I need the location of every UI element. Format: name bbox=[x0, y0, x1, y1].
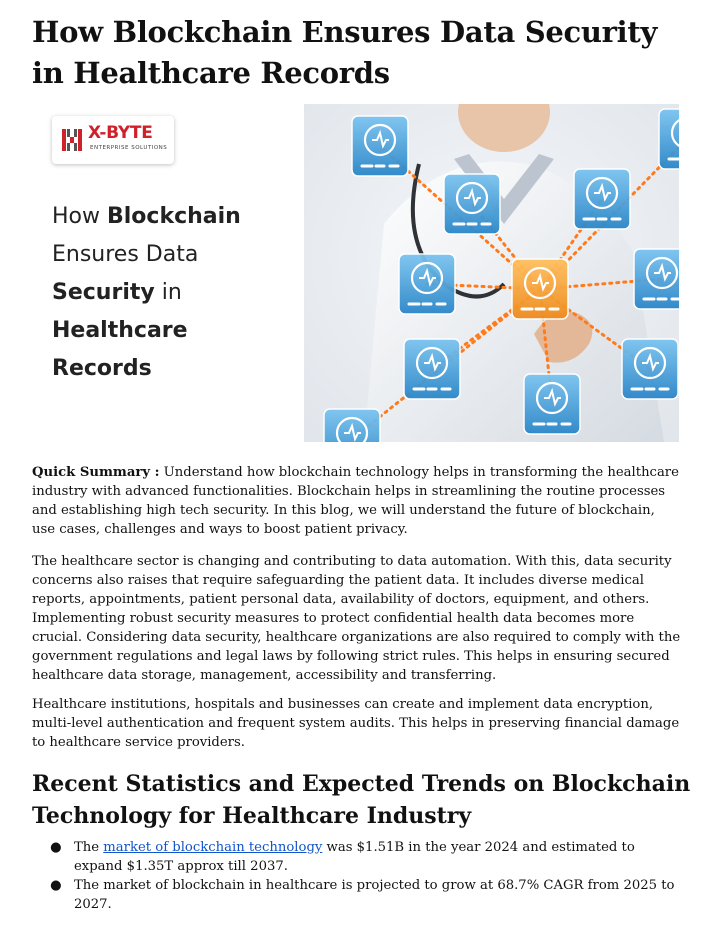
hero-headline-line bbox=[52, 350, 312, 388]
bullet-text-before: The bbox=[74, 840, 104, 855]
statistics-list bbox=[32, 838, 682, 914]
heart-monitor-icon bbox=[444, 174, 500, 234]
quick-summary bbox=[32, 463, 682, 539]
quick-summary-text: Understand how blockchain technology helps in transforming the healthcare industry with advanced functionalities. Blockchain helps in streamlining the routine processes and establishing high tech security. In this blog, we will understand the future of blockchain, use cases, challenges and ways to boost patient privacy. bbox=[32, 465, 679, 537]
bullet-dot-icon: ● bbox=[50, 840, 62, 855]
hospital-icon bbox=[324, 409, 380, 442]
network-graphic bbox=[304, 104, 679, 442]
hero-headline-run: Blockchain bbox=[107, 204, 241, 229]
list-item bbox=[32, 838, 682, 876]
market-of-blockchain-link[interactable]: market of blockchain technology bbox=[103, 840, 323, 855]
hero-headline bbox=[52, 198, 312, 388]
hero-headline-run: in bbox=[154, 280, 182, 305]
medical-bag-icon bbox=[399, 254, 455, 314]
company-logo bbox=[52, 116, 174, 164]
hero-headline-line bbox=[52, 312, 312, 350]
paragraph-healthcare-institutions: Healthcare institutions, hospitals and businesses can create and implement data encryption, multi-level authentication and frequent system audits. This helps in preserving financial damage to healthcare service providers. bbox=[32, 697, 680, 750]
tooth-icon bbox=[622, 339, 678, 399]
pill-bottle-icon bbox=[634, 249, 679, 309]
hero-headline-run: Healthcare bbox=[52, 318, 188, 343]
hero-headline-line bbox=[52, 198, 312, 236]
paragraph-healthcare-sector: The healthcare sector is changing and contributing to data automation. With this, data security concerns also raises that require safeguarding the patient data. It includes diverse medical reports, appointments, patient personal data, availability of doctors, equipment, and others. Implementing robust security measures to protect confidential health data becomes more crucial. Considering data security, healthcare organizations are also required to comply with the government regulations and legal laws by following strict rules. This helps in ensuring secured healthcare data storage, management, accessibility and transferring. bbox=[32, 554, 681, 683]
logo-tagline: ENTERPRISE SOLUTIONS bbox=[90, 145, 168, 151]
medical-house-icon bbox=[574, 169, 630, 229]
bullet-dot-icon: ● bbox=[50, 878, 62, 893]
x-byte-logo-icon bbox=[60, 126, 84, 154]
hero-headline-run: Ensures Data bbox=[52, 242, 199, 267]
list-item bbox=[32, 876, 682, 914]
hero-headline-run: Records bbox=[52, 356, 152, 381]
hero-headline-run: Security bbox=[52, 280, 155, 305]
hero-headline-line bbox=[52, 236, 312, 274]
quick-summary-label: Quick Summary : bbox=[32, 465, 160, 480]
syringe-icon bbox=[524, 374, 580, 434]
logo-wordmark: X-BYTE bbox=[88, 123, 153, 143]
doctor-network-illustration bbox=[304, 104, 679, 442]
hero-banner-image bbox=[32, 104, 679, 442]
chain-link-icon bbox=[512, 259, 568, 319]
nurse-icon bbox=[404, 339, 460, 399]
bullet-text-after: was $1.51B in the year 2024 and estimated to expand $1.35T approx till 2037. bbox=[74, 840, 635, 874]
hero-headline-line bbox=[52, 274, 312, 312]
hero-text-panel bbox=[32, 104, 322, 442]
mail-icon bbox=[352, 116, 408, 176]
bullet-text: The market of blockchain in healthcare is projected to grow at 68.7% CAGR from 2025 to 2027. bbox=[74, 878, 675, 912]
cloud-icon bbox=[659, 109, 679, 169]
section-heading: Recent Statistics and Expected Trends on Blockchain Technology for Healthcare Industry bbox=[32, 771, 691, 829]
hero-headline-run: How bbox=[52, 204, 107, 229]
page-title: How Blockchain Ensures Data Security in Healthcare Records bbox=[32, 15, 658, 90]
